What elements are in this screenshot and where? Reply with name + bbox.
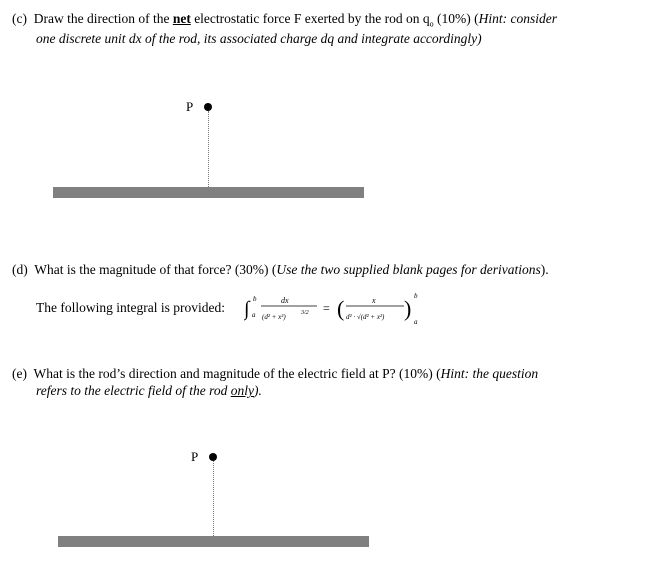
rhs-left-paren: ( [337,296,345,321]
question-e-hint: Hint: the question [440,366,539,381]
question-d-hint: Use the two supplied blank pages for derivations [276,262,541,277]
rhs-denominator: d² · √(d² + x²) [346,313,385,321]
charged-rod-e [58,536,369,547]
rhs-numerator: x [372,296,376,305]
question-c-subscript: o [429,19,434,29]
integral-equals: = [323,301,330,315]
point-p-label: P [186,99,194,114]
point-p-dot-e [209,453,217,461]
point-p-label-e: P [191,449,199,464]
rhs-lower-limit: a [414,318,418,326]
perpendicular-dashed-line [208,111,209,187]
rhs-right-paren: ) [404,296,412,321]
rhs-upper-limit: b [414,292,418,300]
integral-denominator: (d² + x²) [262,313,286,321]
charged-rod [53,187,364,198]
point-p-dot [204,103,212,111]
integral-exponent: 3/2 [301,310,309,316]
integral-upper-limit: b [253,295,257,303]
question-d-text: What is the magnitude of that force? (30%) ( [34,262,277,277]
question-e-text: What is the rod’s direction and magnitude of the electric field at P? (10%) ( [33,366,441,381]
question-d-label: (d) [12,262,28,277]
question-c-label: (c) [12,11,27,26]
question-c-weight: (10%) [436,11,471,26]
question-e-label: (e) [12,366,27,381]
question-d-close: ). [540,262,549,277]
question-c-text: Draw the direction of the [33,11,170,26]
question-c-hint: Hint: consider [478,11,557,26]
integral-intro: The following integral is provided: [36,300,225,315]
question-c-line2: one discrete unit dx of the rod, its associated charge dq and integrate accordingly) [36,31,482,46]
question-c-emphasis: net [172,11,191,26]
integral-sign: ∫ [244,298,250,320]
integral-lower-limit: a [252,311,256,319]
question-e-hint-cont: refers to the electric field of the rod [36,383,228,398]
integral-numerator: dx [281,296,289,305]
question-c-hint-open: ( [474,11,479,26]
question-d-line1 [12,262,549,278]
question-c-text-after: electrostatic force F exerted by the rod on q [194,11,430,26]
question-e-hint-only: only [230,383,254,398]
question-c-line1 [12,11,557,33]
question-e-line2 [36,383,262,399]
question-e-hint-end: ). [253,383,262,398]
integral-formula [244,290,434,330]
perpendicular-dashed-line-e [213,461,214,536]
question-e-line1 [12,366,538,382]
